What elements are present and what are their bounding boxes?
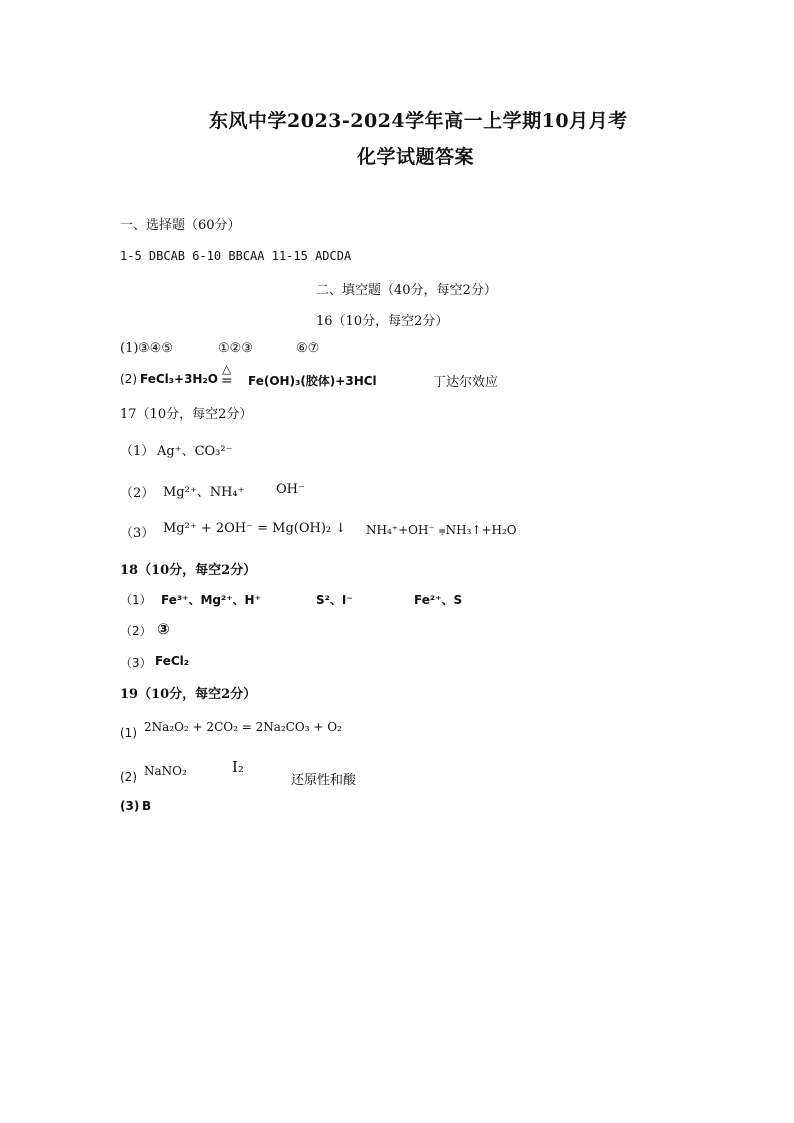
q17-part2-label: （2） bbox=[120, 486, 155, 501]
equals-sign: = bbox=[221, 373, 233, 389]
q19-part2-answer-b: I₂ bbox=[232, 758, 244, 776]
q18-header: 18（10分，每空2分） bbox=[120, 563, 257, 578]
q19-part1-equation: 2Na₂O₂ + 2CO₂ = 2Na₂CO₃ + O₂ bbox=[144, 720, 342, 734]
q17-part3-equation-a: Mg²⁺ + 2OH⁻ = Mg(OH)₂ ↓ bbox=[163, 521, 347, 536]
title-line-2: 化学试题答案 bbox=[357, 146, 475, 168]
q19-part2-label: (2) bbox=[120, 770, 137, 784]
q19-part2-answer-c: 还原性和酸 bbox=[291, 773, 357, 788]
q16-part2-products: Fe(OH)₃(胶体)+3HCl bbox=[248, 374, 377, 388]
q18-part2-label: （2） bbox=[120, 624, 152, 638]
q18-part3-label: （3） bbox=[120, 656, 152, 670]
q19-part3-answer: B bbox=[142, 799, 152, 813]
q17-part1-label: （1） bbox=[120, 444, 155, 459]
q19-part2-answer-a: NaNO₂ bbox=[144, 764, 187, 778]
q18-part2-answer: ③ bbox=[157, 620, 170, 638]
section-choice-heading: 一、选择题（60分） bbox=[120, 218, 241, 233]
q17-part2-answer-a: Mg²⁺、NH₄⁺ bbox=[163, 485, 245, 500]
q18-part1-answer-b: S²、I⁻ bbox=[316, 593, 353, 607]
q16-part2-reactants: FeCl₃+3H₂O bbox=[140, 372, 218, 386]
choice-answers: 1-5 DBCAB 6-10 BBCAA 11-15 ADCDA bbox=[120, 249, 352, 263]
q16-part2-answer-b: 丁达尔效应 bbox=[433, 375, 499, 390]
q16-part1-answer-c: ⑥⑦ bbox=[296, 341, 320, 356]
q18-part1-answer-a: Fe³⁺、Mg²⁺、H⁺ bbox=[161, 593, 261, 607]
heat-symbol: △ bbox=[222, 362, 232, 376]
q16-part2-label: (2) bbox=[120, 372, 137, 386]
q16-part1-answer-a: ③④⑤ bbox=[138, 341, 173, 356]
q17-part3-label: （3） bbox=[120, 526, 155, 541]
q17-part1-answer: Ag⁺、CO₃²⁻ bbox=[157, 444, 233, 459]
q16-part1-label: (1) bbox=[120, 341, 139, 356]
q19-header: 19（10分，每空2分） bbox=[120, 687, 257, 702]
q17-part2-answer-b: OH⁻ bbox=[276, 482, 305, 497]
q16-header: 16（10分，每空2分） bbox=[316, 314, 449, 329]
section-fill-heading: 二、填空题（40分，每空2分） bbox=[316, 283, 497, 298]
q17-header: 17（10分，每空2分） bbox=[120, 407, 253, 422]
q19-part1-label: (1) bbox=[120, 726, 137, 740]
q17-part3-equation-b: NH₄⁺+OH⁻ ⩦NH₃↑+H₂O bbox=[366, 523, 517, 537]
q16-part1-answer-b: ①②③ bbox=[218, 341, 253, 356]
q18-part1-answer-c: Fe²⁺、S bbox=[414, 593, 463, 607]
title-line-1: 东风中学2023-2024学年高一上学期10月月考 bbox=[209, 110, 628, 132]
q18-part3-answer: FeCl₂ bbox=[155, 654, 190, 668]
q19-part3-label: (3) bbox=[120, 799, 140, 813]
q18-part1-label: （1） bbox=[120, 593, 152, 607]
